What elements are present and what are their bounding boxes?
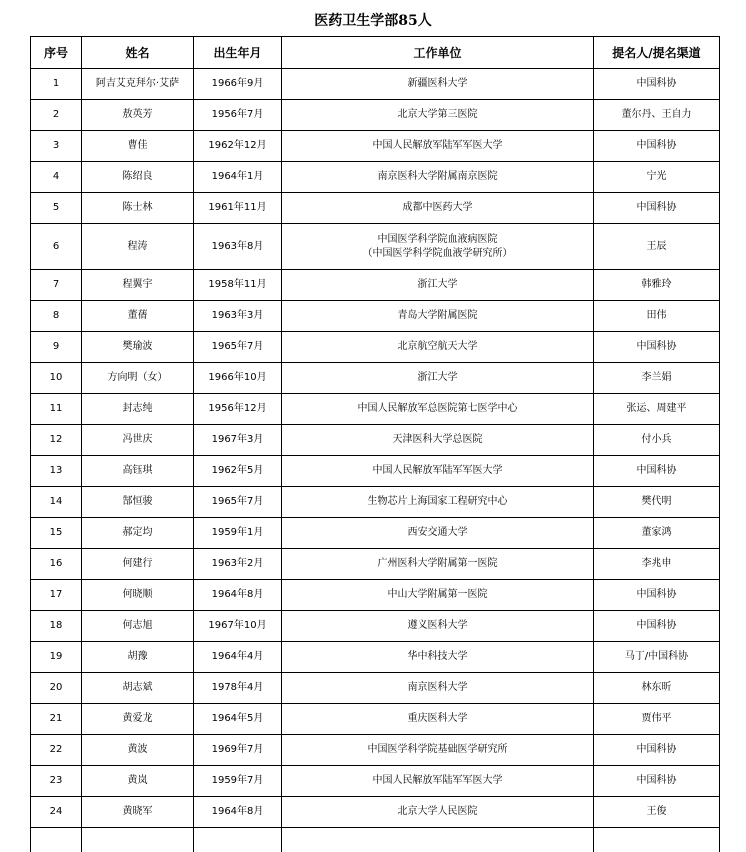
unit-line: 中国人民解放军陆军军医大学 bbox=[284, 139, 591, 153]
table-row bbox=[31, 425, 720, 456]
cell-nominator: 中国科协 bbox=[594, 332, 720, 363]
unit-line: 青岛大学附属医院 bbox=[284, 309, 591, 323]
cell-number: 18 bbox=[31, 611, 82, 642]
cell-unit bbox=[282, 425, 594, 456]
cell-nominator: 中国科协 bbox=[594, 193, 720, 224]
cell-empty bbox=[194, 828, 282, 852]
cell-nominator: 樊代明 bbox=[594, 487, 720, 518]
cell-name: 曹佳 bbox=[82, 131, 194, 162]
cell-birth: 1978年4月 bbox=[194, 673, 282, 704]
cell-birth: 1964年8月 bbox=[194, 580, 282, 611]
table-row bbox=[31, 131, 720, 162]
cell-number: 4 bbox=[31, 162, 82, 193]
cell-birth: 1966年10月 bbox=[194, 363, 282, 394]
cell-name: 黄岚 bbox=[82, 766, 194, 797]
cell-nominator: 马丁/中国科协 bbox=[594, 642, 720, 673]
table-row bbox=[31, 766, 720, 797]
cell-number: 6 bbox=[31, 224, 82, 270]
unit-line: 新疆医科大学 bbox=[284, 77, 591, 91]
cell-number: 5 bbox=[31, 193, 82, 224]
cell-unit bbox=[282, 673, 594, 704]
column-header-nominator: 提名人/提名渠道 bbox=[594, 37, 720, 69]
cell-name: 黄晓军 bbox=[82, 797, 194, 828]
cell-birth: 1967年10月 bbox=[194, 611, 282, 642]
cell-number: 2 bbox=[31, 100, 82, 131]
unit-line: 浙江大学 bbox=[284, 371, 591, 385]
cell-birth: 1958年11月 bbox=[194, 270, 282, 301]
column-header-name: 姓名 bbox=[82, 37, 194, 69]
cell-name: 何志旭 bbox=[82, 611, 194, 642]
cell-nominator: 王辰 bbox=[594, 224, 720, 270]
cell-number: 15 bbox=[31, 518, 82, 549]
cell-birth: 1967年3月 bbox=[194, 425, 282, 456]
cell-number: 8 bbox=[31, 301, 82, 332]
cell-birth: 1961年11月 bbox=[194, 193, 282, 224]
cell-nominator: 韩雅玲 bbox=[594, 270, 720, 301]
cell-number: 7 bbox=[31, 270, 82, 301]
unit-line: 南京医科大学附属南京医院 bbox=[284, 170, 591, 184]
cell-unit bbox=[282, 704, 594, 735]
cell-unit bbox=[282, 611, 594, 642]
table-row bbox=[31, 487, 720, 518]
cell-unit bbox=[282, 100, 594, 131]
unit-line: 西安交通大学 bbox=[284, 526, 591, 540]
cell-unit bbox=[282, 363, 594, 394]
cell-name: 黄波 bbox=[82, 735, 194, 766]
cell-birth: 1956年12月 bbox=[194, 394, 282, 425]
cell-name: 胡豫 bbox=[82, 642, 194, 673]
cell-name: 陈士林 bbox=[82, 193, 194, 224]
cell-number: 17 bbox=[31, 580, 82, 611]
unit-line: 中国人民解放军陆军军医大学 bbox=[284, 464, 591, 478]
unit-line: 中山大学附属第一医院 bbox=[284, 588, 591, 602]
cell-number: 22 bbox=[31, 735, 82, 766]
table-row bbox=[31, 162, 720, 193]
cell-number: 19 bbox=[31, 642, 82, 673]
unit-line: 天津医科大学总医院 bbox=[284, 433, 591, 447]
table-row bbox=[31, 332, 720, 363]
table-row bbox=[31, 611, 720, 642]
table-row bbox=[31, 69, 720, 100]
page-title: 医药卫生学部85人 bbox=[0, 10, 746, 30]
cell-birth: 1965年7月 bbox=[194, 332, 282, 363]
unit-line: 北京大学第三医院 bbox=[284, 108, 591, 122]
table-row bbox=[31, 642, 720, 673]
cell-unit bbox=[282, 518, 594, 549]
cell-unit bbox=[282, 456, 594, 487]
cell-nominator: 中国科协 bbox=[594, 611, 720, 642]
cell-empty bbox=[594, 828, 720, 852]
table-row bbox=[31, 394, 720, 425]
table-row bbox=[31, 456, 720, 487]
cell-nominator: 中国科协 bbox=[594, 456, 720, 487]
table-row bbox=[31, 100, 720, 131]
cell-birth: 1963年2月 bbox=[194, 549, 282, 580]
cell-name: 方向明（女） bbox=[82, 363, 194, 394]
cell-birth: 1959年7月 bbox=[194, 766, 282, 797]
cell-name: 程翼宇 bbox=[82, 270, 194, 301]
cell-birth: 1965年7月 bbox=[194, 487, 282, 518]
unit-line: 南京医科大学 bbox=[284, 681, 591, 695]
cell-unit bbox=[282, 162, 594, 193]
cell-unit bbox=[282, 69, 594, 100]
cell-unit bbox=[282, 332, 594, 363]
cell-birth: 1964年5月 bbox=[194, 704, 282, 735]
cell-nominator: 中国科协 bbox=[594, 735, 720, 766]
cell-birth: 1962年5月 bbox=[194, 456, 282, 487]
table-row bbox=[31, 224, 720, 270]
cell-name: 陈绍良 bbox=[82, 162, 194, 193]
table-row bbox=[31, 518, 720, 549]
table-row bbox=[31, 363, 720, 394]
cell-unit bbox=[282, 193, 594, 224]
cell-unit bbox=[282, 131, 594, 162]
unit-line: 中国医学科学院血液病医院 bbox=[284, 233, 591, 247]
cell-nominator: 董尔丹、王自力 bbox=[594, 100, 720, 131]
cell-nominator: 中国科协 bbox=[594, 766, 720, 797]
table-row bbox=[31, 580, 720, 611]
cell-empty bbox=[82, 828, 194, 852]
unit-line: 中国医学科学院基础医学研究所 bbox=[284, 743, 591, 757]
table-row-partial bbox=[31, 828, 720, 852]
cell-name: 何晓顺 bbox=[82, 580, 194, 611]
cell-nominator: 中国科协 bbox=[594, 69, 720, 100]
cell-birth: 1969年7月 bbox=[194, 735, 282, 766]
unit-line: 中国人民解放军总医院第七医学中心 bbox=[284, 402, 591, 416]
cell-unit bbox=[282, 580, 594, 611]
cell-nominator: 中国科协 bbox=[594, 131, 720, 162]
cell-number: 12 bbox=[31, 425, 82, 456]
unit-line: 北京大学人民医院 bbox=[284, 805, 591, 819]
cell-unit bbox=[282, 394, 594, 425]
cell-unit bbox=[282, 301, 594, 332]
cell-name: 封志纯 bbox=[82, 394, 194, 425]
cell-name: 何建行 bbox=[82, 549, 194, 580]
cell-nominator: 王俊 bbox=[594, 797, 720, 828]
cell-empty bbox=[282, 828, 594, 852]
cell-name: 敖英芳 bbox=[82, 100, 194, 131]
unit-line: 遵义医科大学 bbox=[284, 619, 591, 633]
table-row bbox=[31, 673, 720, 704]
unit-line: 北京航空航天大学 bbox=[284, 340, 591, 354]
cell-birth: 1956年7月 bbox=[194, 100, 282, 131]
table-row bbox=[31, 797, 720, 828]
table-row bbox=[31, 193, 720, 224]
cell-nominator: 付小兵 bbox=[594, 425, 720, 456]
cell-name: 高钰琪 bbox=[82, 456, 194, 487]
table-header-row bbox=[31, 37, 720, 69]
cell-nominator: 田伟 bbox=[594, 301, 720, 332]
unit-line: 浙江大学 bbox=[284, 278, 591, 292]
cell-nominator: 宁光 bbox=[594, 162, 720, 193]
cell-birth: 1959年1月 bbox=[194, 518, 282, 549]
cell-birth: 1962年12月 bbox=[194, 131, 282, 162]
cell-number: 16 bbox=[31, 549, 82, 580]
cell-unit bbox=[282, 735, 594, 766]
cell-nominator: 中国科协 bbox=[594, 580, 720, 611]
cell-number: 23 bbox=[31, 766, 82, 797]
unit-line: 中国人民解放军陆军军医大学 bbox=[284, 774, 591, 788]
cell-name: 董蒨 bbox=[82, 301, 194, 332]
cell-nominator: 张运、周建平 bbox=[594, 394, 720, 425]
unit-line: 生物芯片上海国家工程研究中心 bbox=[284, 495, 591, 509]
cell-unit bbox=[282, 766, 594, 797]
cell-number: 11 bbox=[31, 394, 82, 425]
cell-unit bbox=[282, 642, 594, 673]
cell-birth: 1963年8月 bbox=[194, 224, 282, 270]
cell-name: 黄爱龙 bbox=[82, 704, 194, 735]
cell-birth: 1966年9月 bbox=[194, 69, 282, 100]
cell-name: 阿吉艾克拜尔·艾萨 bbox=[82, 69, 194, 100]
cell-number: 13 bbox=[31, 456, 82, 487]
cell-name: 程涛 bbox=[82, 224, 194, 270]
cell-unit bbox=[282, 270, 594, 301]
cell-name: 冯世庆 bbox=[82, 425, 194, 456]
cell-unit bbox=[282, 797, 594, 828]
cell-number: 3 bbox=[31, 131, 82, 162]
cell-empty bbox=[31, 828, 82, 852]
table-row bbox=[31, 270, 720, 301]
table-body bbox=[31, 69, 720, 852]
cell-nominator: 林东昕 bbox=[594, 673, 720, 704]
unit-line: 华中科技大学 bbox=[284, 650, 591, 664]
table-row bbox=[31, 704, 720, 735]
unit-line: （中国医学科学院血液学研究所） bbox=[284, 247, 591, 261]
cell-nominator: 贾伟平 bbox=[594, 704, 720, 735]
unit-line: 重庆医科大学 bbox=[284, 712, 591, 726]
cell-name: 郝定均 bbox=[82, 518, 194, 549]
cell-birth: 1964年4月 bbox=[194, 642, 282, 673]
cell-number: 21 bbox=[31, 704, 82, 735]
unit-line: 广州医科大学附属第一医院 bbox=[284, 557, 591, 571]
cell-name: 胡志斌 bbox=[82, 673, 194, 704]
cell-unit bbox=[282, 549, 594, 580]
table-row bbox=[31, 549, 720, 580]
cell-number: 9 bbox=[31, 332, 82, 363]
cell-number: 14 bbox=[31, 487, 82, 518]
cell-name: 郜恒骏 bbox=[82, 487, 194, 518]
column-header-birth: 出生年月 bbox=[194, 37, 282, 69]
table-row bbox=[31, 301, 720, 332]
unit-line: 成都中医药大学 bbox=[284, 201, 591, 215]
column-header-number: 序号 bbox=[31, 37, 82, 69]
nominee-table bbox=[30, 36, 720, 852]
cell-nominator: 董家鸿 bbox=[594, 518, 720, 549]
cell-birth: 1964年1月 bbox=[194, 162, 282, 193]
cell-name: 樊瑜波 bbox=[82, 332, 194, 363]
column-header-unit: 工作单位 bbox=[282, 37, 594, 69]
cell-birth: 1963年3月 bbox=[194, 301, 282, 332]
cell-nominator: 李兆申 bbox=[594, 549, 720, 580]
cell-number: 20 bbox=[31, 673, 82, 704]
cell-nominator: 李兰娟 bbox=[594, 363, 720, 394]
table-row bbox=[31, 735, 720, 766]
cell-number: 24 bbox=[31, 797, 82, 828]
cell-number: 1 bbox=[31, 69, 82, 100]
cell-unit bbox=[282, 487, 594, 518]
cell-number: 10 bbox=[31, 363, 82, 394]
cell-unit bbox=[282, 224, 594, 270]
cell-birth: 1964年8月 bbox=[194, 797, 282, 828]
